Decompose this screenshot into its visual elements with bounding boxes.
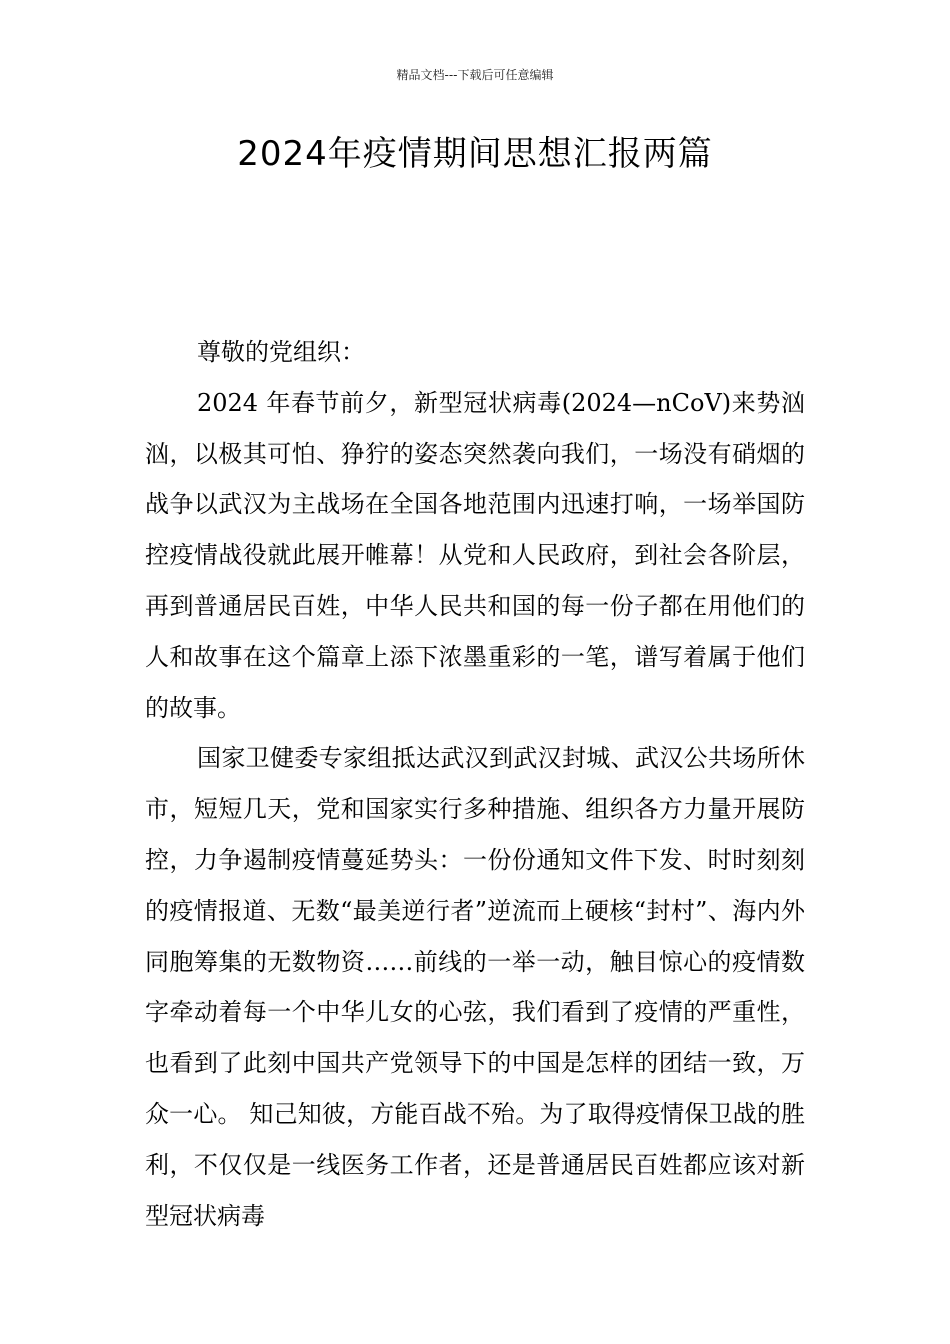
paragraph-2: 国家卫健委专家组抵达武汉到武汉封城、武汉公共场所休市，短短几天，党和国家实行多种措施、组织各方力量开展防控，力争遏制疫情蔓延势头：一份份通知文件下发、时时刻刻的疫情报道、无数“最美逆行者”逆流而上硬核“封村”、海内外同胞筹集的无数物资……前线的一举一动，触目惊心的疫情数字牵动着每一个中华儿女的心弦，我们看到了疫情的严重性，也看到了此刻中国共产党领导下的中国是怎样的团结一致，万众一心。 知己知彼，方能百战不殆。为了取得疫情保卫战的胜利，不仅仅是一线医务工作者，还是普通居民百姓都应该对新型冠状病毒 — [145, 744, 805, 1230]
document-body — [145, 327, 805, 1241]
salutation: 尊敬的党组织： — [197, 338, 365, 366]
document-title: 2024年疫情期间思想汇报两篇 — [237, 134, 713, 174]
paragraph-1: 2024 年春节前夕，新型冠状病毒(2024—nCoV)来势汹汹，以极其可怕、狰狞的姿态突然袭向我们，一场没有硝烟的战争以武汉为主战场在全国各地范围内迅速打响，一场举国防控疫情战役就此展开帷幕！从党和人民政府，到社会各阶层，再到普通居民百姓，中华人民共和国的每一份子都在用他们的人和故事在这个篇章上添下浓墨重彩的一笔，谱写着属于他们的故事。 — [145, 388, 805, 722]
header-note: 精品文档---下载后可任意编辑 — [396, 68, 554, 82]
